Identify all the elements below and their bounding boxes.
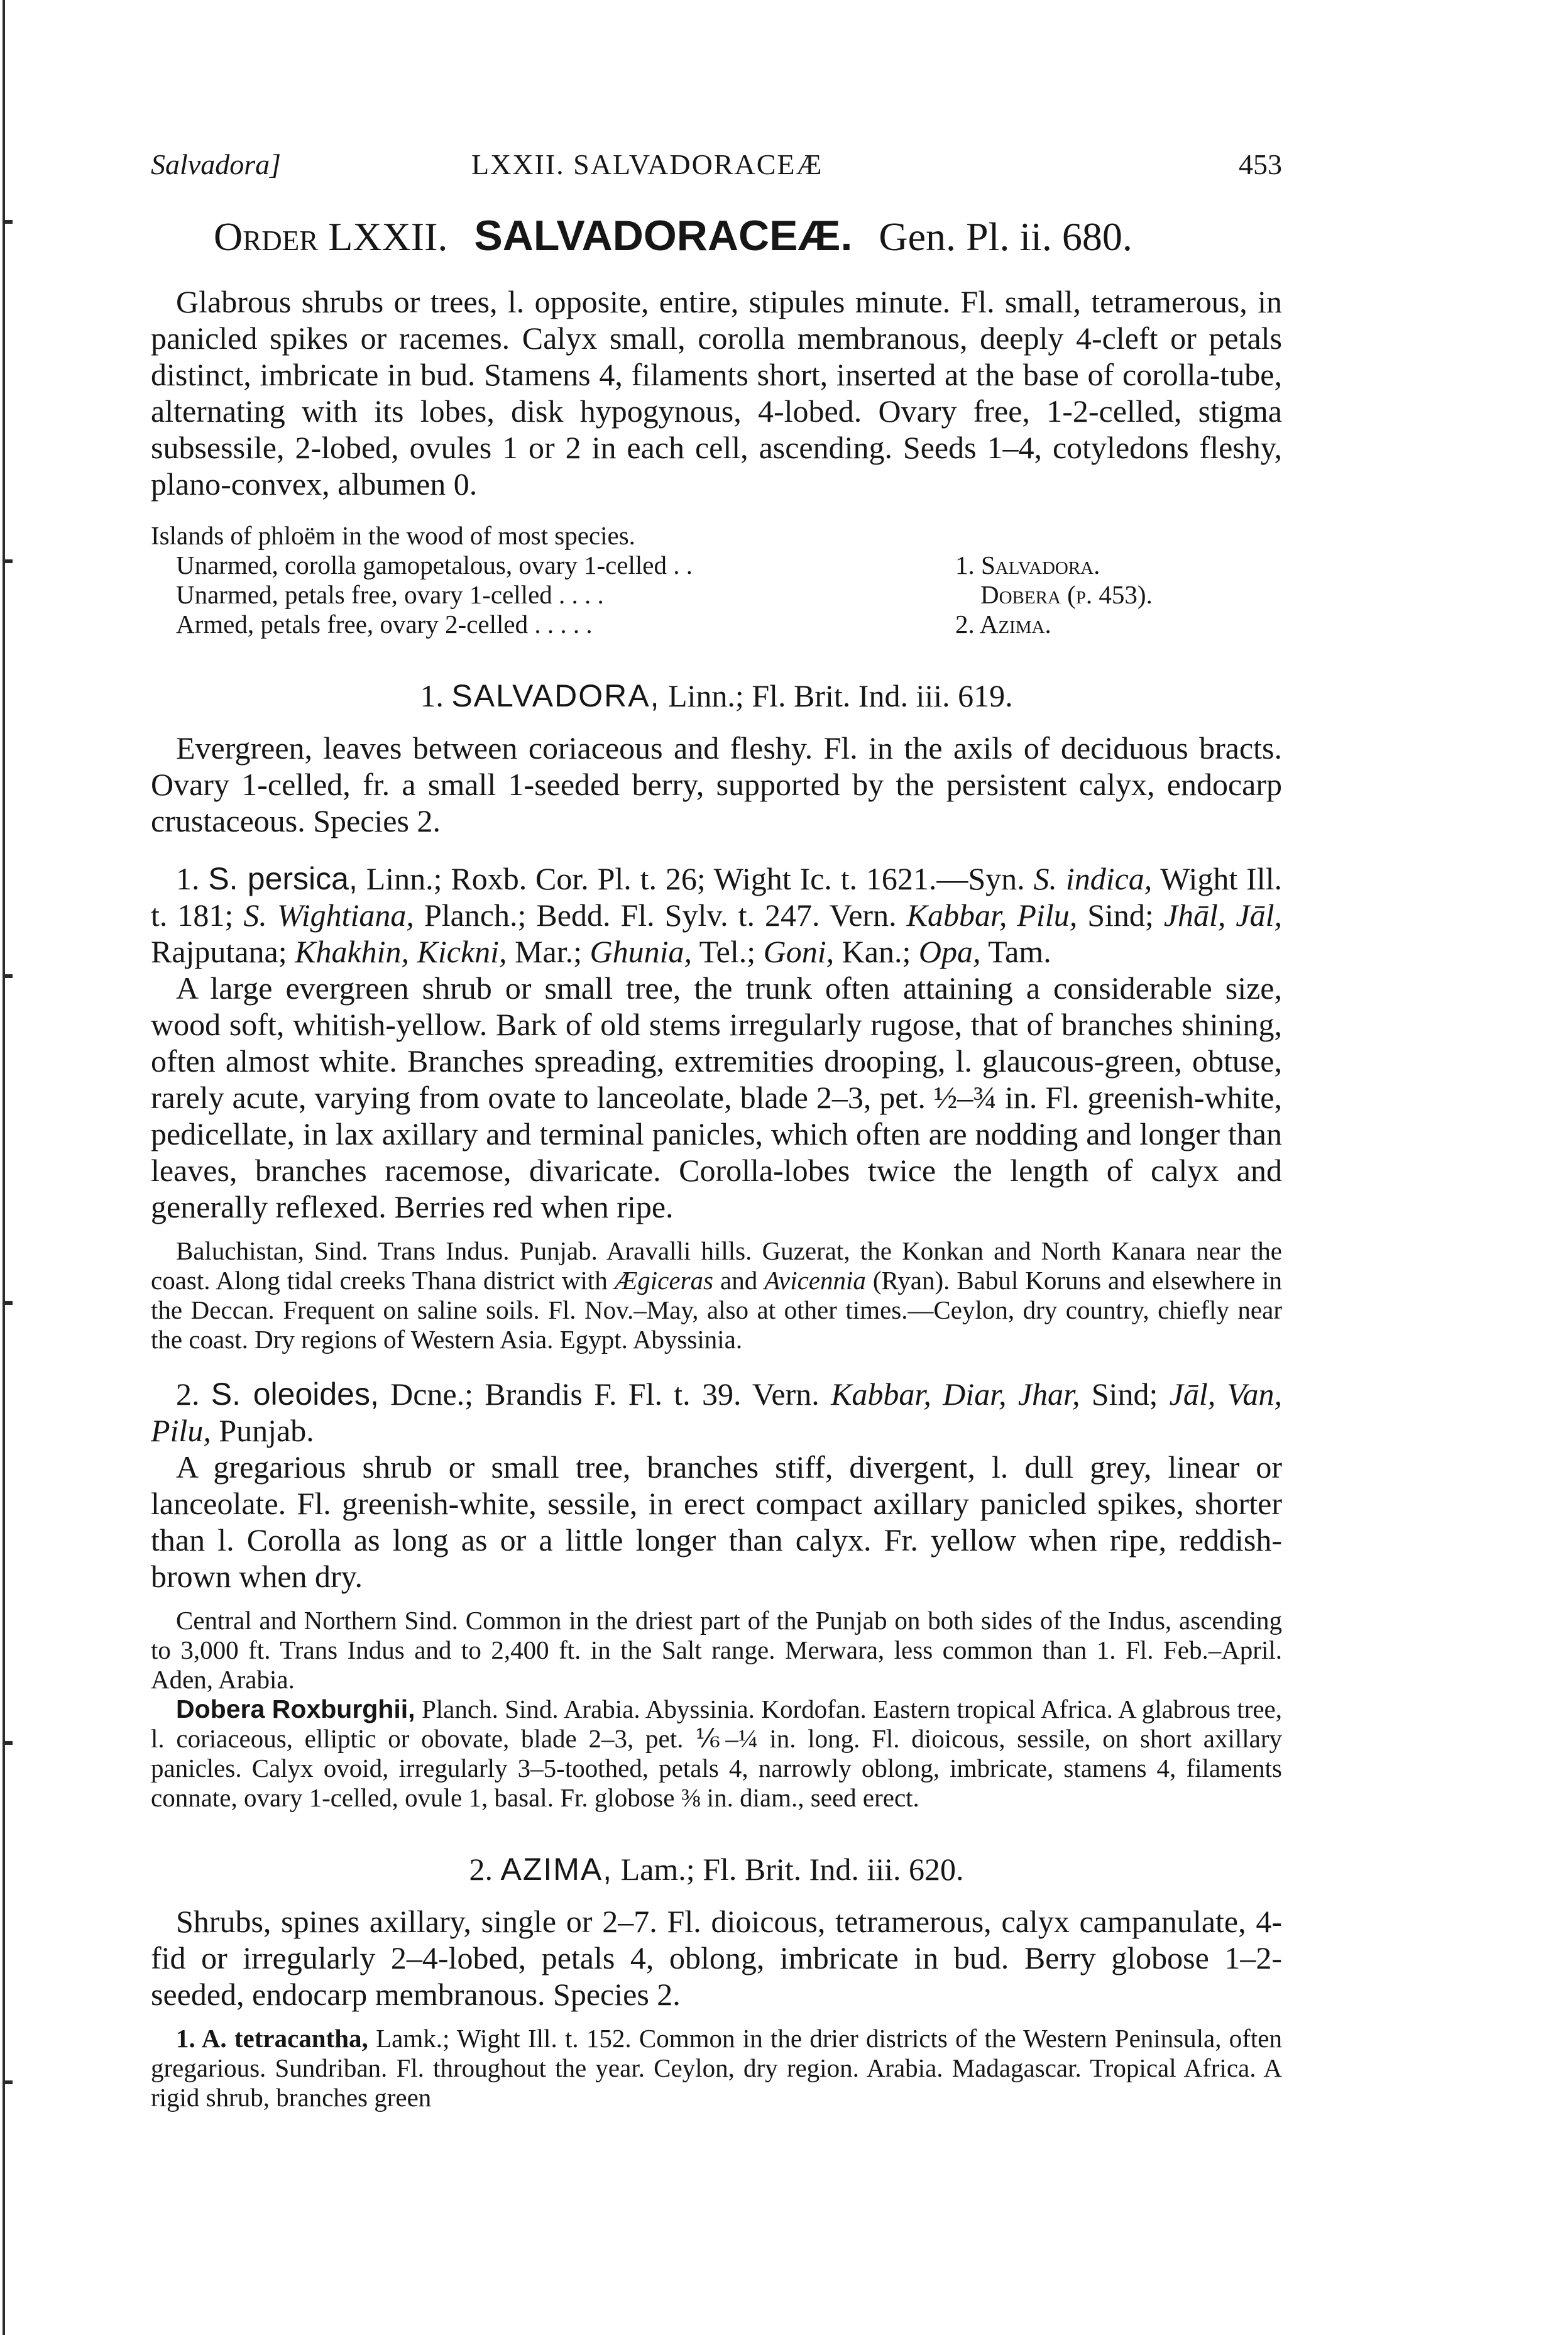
dobera-note — [151, 1695, 1282, 1813]
key-row-result: 1. Salvadora. — [955, 551, 1100, 580]
edge-mark — [4, 1301, 13, 1305]
order-label: Order — [214, 214, 319, 259]
species-number-name — [176, 2024, 368, 2053]
order-number: LXXII. — [328, 214, 448, 259]
dobera-name: Dobera Roxburghii, — [176, 1695, 415, 1723]
distribution-genus: Avicennia — [764, 1266, 866, 1295]
distribution-genus: Ægiceras — [614, 1266, 713, 1295]
vernacular-place: Sind; — [1091, 1376, 1158, 1412]
vernacular-name: Kabbar, Diar, Jhar, — [831, 1376, 1080, 1412]
key-row — [151, 610, 1282, 639]
genus-heading-salvadora — [151, 677, 1282, 715]
edge-mark — [4, 559, 13, 563]
synonym-name: S. indica, — [1033, 861, 1153, 896]
species-name: A. tetracantha, — [201, 2024, 368, 2053]
dobera-text: Planch. Sind. Arabia. Abyssinia. Kordofan. Eastern tropical Africa. A glabrous tree, l. coriaceous, elliptic or obovate, blade 2–3, pet. ⅙–¼ in. long. Fl. dioicous, sessile, on short axillary panicles. Calyx ovoid, irregularly 3–5-toothed, petals 4, narrowly oblong, imbricate, stamens 4, filaments connate, ovary 1-celled, ovule 1, basal. Fr. globose ⅜ in. diam., seed erect. — [151, 1695, 1283, 1812]
genus-description: Evergreen, leaves between coriaceous and fleshy. Fl. in the axils of deciduous bracts. Ovary 1-celled, fr. a small 1-seeded berry, supported by the persistent calyx, endocarp crustaceous. Species 2. — [151, 730, 1282, 838]
distribution-text: (Ryan). Babul Koruns and elsewhere in the Deccan. Frequent on saline soils. Fl. Nov.–May, also at other times.—Ceylon, dry country, chiefly near the coast. Dry regions of Western Asia. Egypt. Abyssinia. — [151, 1266, 1283, 1354]
vernacular-name: Kabbar, Pilu, — [906, 898, 1078, 933]
genus-number: 2. — [469, 1852, 493, 1887]
running-head-center: LXXII. SALVADORACEÆ — [471, 148, 823, 180]
vernacular-place: Sind; — [1087, 898, 1154, 933]
order-description: Glabrous shrubs or trees, l. opposite, entire, stipules minute. Fl. small, tetramerous, in panicled spikes or racemes. Calyx small, corolla membranous, deeply 4-cleft or petals distinct, imbricate in bud. Stamens 4, filaments short, inserted at the base of corolla-tube, alternating with its lobes, disk hypogynous, 4-lobed. Ovary free, 1-2-celled, stigma subsessile, 2-lobed, ovules 1 or 2 in each cell, ascending. Seeds 1–4, cotyledons fleshy, plano-convex, albumen 0. — [151, 284, 1282, 502]
genus-heading-azima — [151, 1850, 1282, 1888]
edge-mark — [4, 974, 13, 978]
family-name: SALVADORACEÆ. — [474, 212, 853, 260]
distribution-text: Baluchistan, Sind. Trans Indus. Punjab. Aravalli hills. Guzerat, the Konkan and North Kanara near the coast. Along tidal creeks Thana district with — [151, 1236, 1282, 1295]
genus-citation: Lam.; Fl. Brit. Ind. iii. 620. — [620, 1852, 964, 1887]
vernacular-name: Ghunia, — [589, 934, 692, 969]
key-row-text: Unarmed, petals free, ovary 1-celled . . . . — [176, 580, 604, 609]
genus-key — [151, 521, 1282, 639]
vernacular-name: Jāl, Van, Pilu, — [151, 1376, 1283, 1448]
species-name: S. persica, — [208, 861, 358, 896]
vernacular-place: Tel.; — [699, 934, 756, 969]
vernacular-place: Kan.; — [842, 934, 911, 969]
page-edge — [3, 0, 5, 2335]
key-row-result: Dobera (p. 453). — [980, 580, 1153, 609]
key-row — [151, 551, 1282, 580]
species-description: A large evergreen shrub or small tree, the trunk often attaining a considerable size, wood soft, whitish-yellow. Bark of old stems irregularly rugose, that of branches shining, often almost white. Branches spreading, extremities drooping, l. glaucous-green, obtuse, rarely acute, varying from ovate to lanceolate, blade 2–3, pet. ½–¾ in. Fl. greenish-white, pedicellate, in lax axillary and terminal panicles, which often are nodding and longer than leaves, branches racemose, divaricate. Corolla-lobes twice the length of calyx and generally reflexed. Berries red when ripe. — [151, 970, 1282, 1224]
vernacular-place: Punjab. — [219, 1413, 314, 1448]
species-number: 1. — [176, 2024, 195, 2053]
species-entry-tetracantha — [151, 2024, 1282, 2112]
page-number: 453 — [1239, 148, 1282, 180]
edge-mark — [4, 220, 13, 224]
order-reference: Gen. Pl. ii. 680. — [879, 214, 1132, 259]
species-text: Lamk.; Wight Ill. t. 152. Common in the drier districts of the Western Peninsula, often gregarious. Sundriban. Fl. throughout the year. Ceylon, dry region. Arabia. Madagascar. Tropical Africa. A rigid shrub, branches green — [151, 2024, 1282, 2112]
key-row-text: Armed, petals free, ovary 2-celled . . . . . — [176, 610, 593, 639]
species-number: 1. — [176, 861, 200, 896]
species-distribution: Central and Northern Sind. Common in the driest part of the Punjab on both sides of the Indus, ascending to 3,000 ft. Trans Indus and to 2,400 ft. in the Salt range. Merwara, less common than 1. Fl. Feb.–April. Aden, Arabia. — [151, 1606, 1282, 1694]
order-heading — [214, 211, 1282, 262]
vernacular-name: Opa, — [918, 934, 981, 969]
edge-mark — [4, 2080, 13, 2084]
distribution-text: and — [720, 1266, 758, 1295]
running-head-left: Salvadora] — [151, 148, 281, 180]
key-row-result: 2. Azima. — [955, 610, 1051, 639]
vernacular-place: Mar.; — [515, 934, 582, 969]
synonym-ref: Wight Ill. t. 181; — [151, 861, 1282, 933]
species-distribution — [151, 1236, 1282, 1354]
key-intro: Islands of phloëm in the wood of most species. — [151, 521, 635, 550]
vernacular-name: Jhāl, Jāl, — [1163, 898, 1283, 933]
species-citation: Dcne.; Brandis F. Fl. t. 39. Vern. — [390, 1376, 820, 1412]
vernacular-place: Tam. — [988, 934, 1051, 969]
species-number: 2. — [176, 1376, 200, 1412]
species-name: S. oleoides, — [211, 1376, 379, 1412]
page-content — [151, 135, 1282, 2112]
genus-citation: Linn.; Fl. Brit. Ind. iii. 619. — [668, 678, 1013, 713]
vernacular-name: Goni, — [763, 934, 835, 969]
key-row — [151, 580, 1282, 610]
synonym-name: S. Wightiana, — [243, 898, 414, 933]
species-description: A gregarious shrub or small tree, branches stiff, divergent, l. dull grey, linear or lanceolate. Fl. greenish-white, sessile, in erect compact axillary panicled spikes, shorter than l. Corolla as long as or a little longer than calyx. Fr. yellow when ripe, reddish-brown when dry. — [151, 1449, 1282, 1594]
genus-description: Shrubs, spines axillary, single or 2–7. Fl. dioicous, tetramerous, calyx campanulate, 4-fid or irregularly 2–4-lobed, petals 4, oblong, imbricate in bud. Berry globose 1–2-seeded, endocarp membranous. Species 2. — [151, 1904, 1282, 2012]
genus-name: AZIMA, — [500, 1852, 613, 1887]
genus-name: SALVADORA, — [451, 678, 661, 713]
vernacular-place: Rajputana; — [151, 934, 287, 969]
vernacular-name: Khakhin, Kickni, — [295, 934, 507, 969]
running-head — [151, 135, 1282, 179]
key-row-text: Unarmed, corolla gamopetalous, ovary 1-celled . . — [176, 551, 693, 580]
synonym-ref: Planch.; Bedd. Fl. Sylv. t. 247. Vern. — [424, 898, 897, 933]
species-citation: Linn.; Roxb. Cor. Pl. t. 26; Wight Ic. t. 1621.—Syn. — [366, 861, 1025, 896]
species-entry-persica — [151, 860, 1282, 970]
genus-number: 1. — [420, 678, 444, 713]
edge-mark — [4, 1741, 13, 1745]
species-entry-oleoides — [151, 1376, 1282, 1449]
